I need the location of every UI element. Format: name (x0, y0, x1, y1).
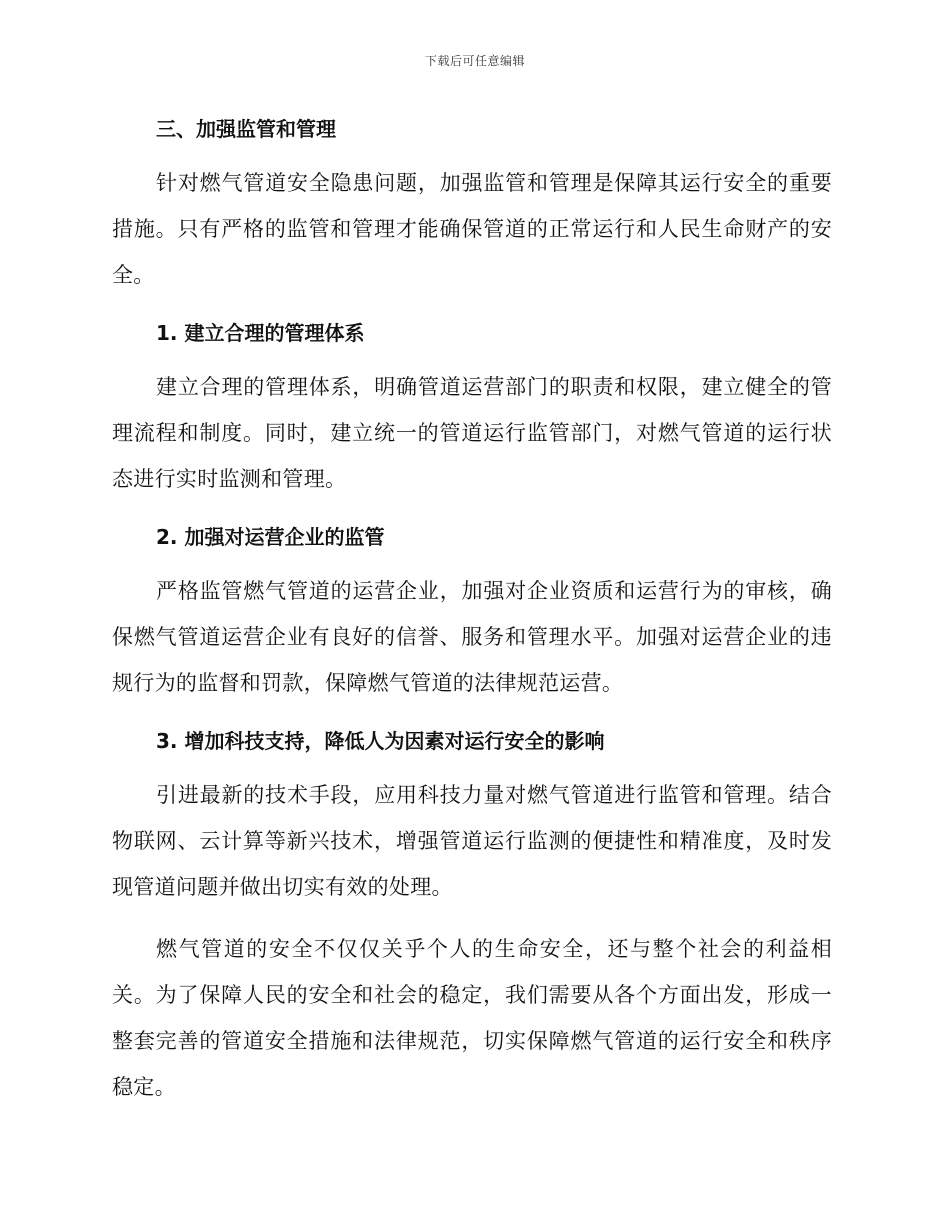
paragraph-item-2: 严格监管燃气管道的运营企业，加强对企业资质和运营行为的审核，确保燃气管道运营企业有良好的信誉、服务和管理水平。加强对运营企业的违规行为的监督和罚款，保障燃气管道的法律规范运营。 (112, 579, 832, 695)
subheading-item-1: 1. 建立合理的管理体系 (156, 321, 365, 345)
conclusion-paragraph: 燃气管道的安全不仅仅关乎个人的生命安全，还与整个社会的利益相关。为了保障人民的安全和社会的稳定，我们需要从各个方面出发，形成一整套完善的管道安全措施和法律规范，切实保障燃气管道的运行安全和秩序稳定。 (112, 937, 832, 1099)
paragraph-item-3: 引进最新的技术手段，应用科技力量对燃气管道进行监管和管理。结合物联网、云计算等新兴技术，增强管道运行监测的便捷性和精准度，及时发现管道问题并做出切实有效的处理。 (112, 783, 832, 899)
section-heading-main: 三、加强监管和管理 (156, 117, 336, 141)
document-body (112, 110, 832, 1110)
subheading-item-3: 3. 增加科技支持，降低人为因素对运行安全的影响 (156, 729, 605, 753)
intro-paragraph: 针对燃气管道安全隐患问题，加强监管和管理是保障其运行安全的重要措施。只有严格的监管和管理才能确保管道的正常运行和人民生命财产的安全。 (112, 171, 832, 287)
paragraph-item-1: 建立合理的管理体系，明确管道运营部门的职责和权限，建立健全的管理流程和制度。同时，建立统一的管道运行监管部门，对燃气管道的运行状态进行实时监测和管理。 (112, 375, 832, 491)
subheading-item-2: 2. 加强对运营企业的监管 (156, 525, 385, 549)
page-header: 下载后可任意编辑 (424, 54, 525, 68)
